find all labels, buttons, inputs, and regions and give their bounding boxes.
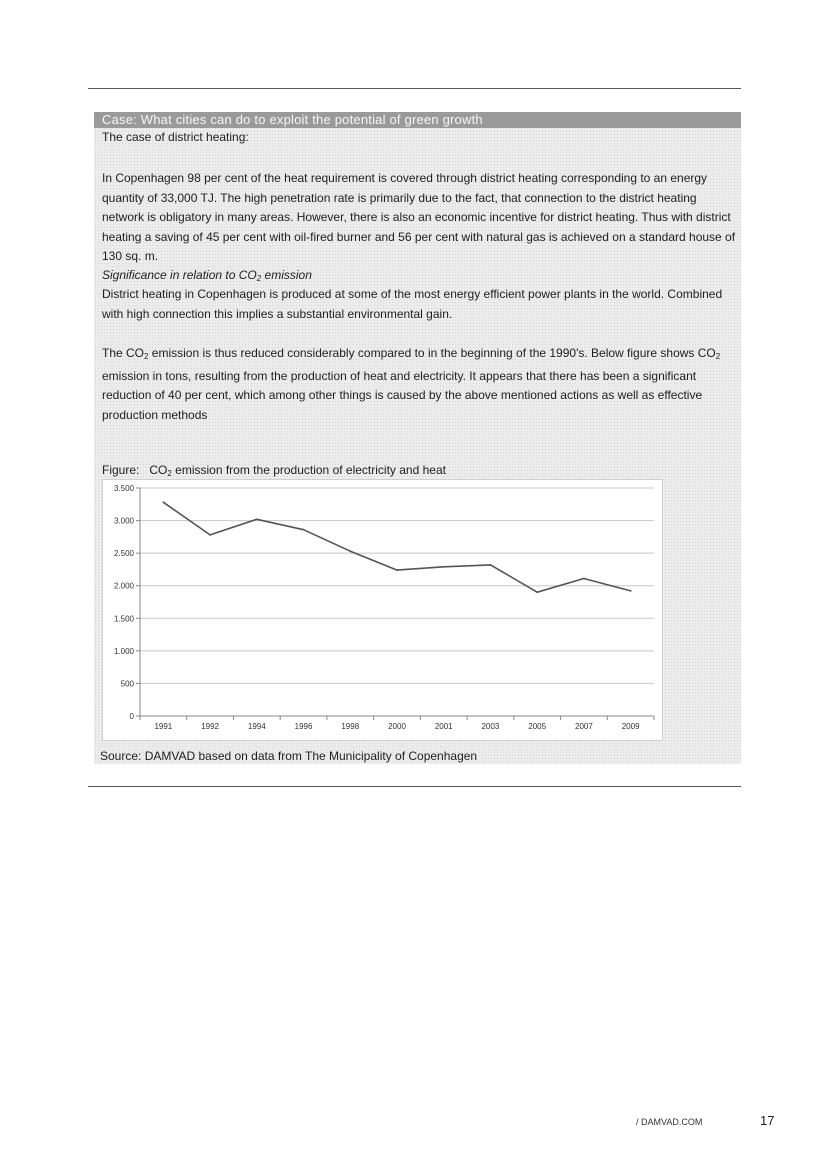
significance-heading: Significance in relation to $CO_2$ emission [102, 268, 312, 283]
x-tick-label: 1996 [294, 722, 313, 731]
y-tick-label: 0 [129, 712, 134, 721]
co2-emission-chart [102, 479, 663, 741]
data-point [443, 566, 445, 568]
x-tick-label: 1998 [341, 722, 360, 731]
data-point [536, 591, 538, 593]
y-tick-label: 500 [120, 679, 134, 689]
data-point [162, 501, 164, 503]
x-tick-label: 2005 [528, 722, 547, 731]
case-box-title: Case: What cities can do to exploit the potential of green growth [94, 112, 741, 128]
y-tick-label: 3.500 [113, 484, 134, 493]
x-tick-label: 2001 [434, 722, 453, 731]
paragraph-power-plants: District heating in Copenhagen is produced at some of the most energy efficient power plants in the world. Combined with high connection this implies a substantial environmental gain. [102, 287, 723, 321]
footer-site: / DAMVAD.COM [636, 1117, 703, 1127]
x-tick-label: 2000 [388, 722, 406, 731]
series-line-0 [163, 502, 630, 592]
y-tick-label: 1.000 [113, 646, 134, 656]
data-point [256, 518, 258, 520]
y-tick-label: 3.000 [113, 516, 134, 526]
top-rule [88, 88, 741, 89]
case-subtitle: The case of district heating: [102, 130, 249, 144]
x-tick-label: 2009 [621, 722, 640, 731]
page-number: 17 [760, 1113, 775, 1128]
case-box [94, 112, 741, 764]
x-tick-label: 2007 [575, 722, 593, 731]
data-point [209, 534, 211, 536]
paragraph-district-heating: In Copenhagen 98 per cent of the heat requirement is covered through district heating corresponding to an energy quantity of 33,000 TJ. The high penetration rate is primarily due to the fact, that connection to the district heating network is obligatory in many areas. However, there is also an economic incentive for district heating. Thus with district heating a saving of 45 per cent with oil-fired burner and 56 per cent with natural gas is achieved on a standard house of 130 sq. m. [102, 171, 736, 263]
y-tick-label: 2.000 [113, 581, 134, 591]
data-point [630, 590, 632, 592]
y-tick-label: 2.500 [113, 549, 134, 559]
x-tick-label: 1991 [154, 722, 173, 731]
paragraph-co2-reduction: The $CO_2$ emission is thus reduced considerably compared to in the beginning of the 1990's. Below figure shows $CO_2$ emission in tons, resulting from the production of heat and electricity. It appears that there has been a significant reduction of 40 per cent, which among other things is caused by the above mentioned actions as well as effective production methods [102, 346, 721, 422]
data-point [396, 569, 398, 571]
data-point [583, 578, 585, 580]
y-tick-label: 1.500 [113, 614, 134, 624]
x-tick-label: 1994 [247, 722, 266, 731]
bottom-rule [88, 786, 741, 787]
x-tick-label: 2003 [481, 722, 500, 731]
data-point [490, 564, 492, 566]
x-tick-label: 1992 [201, 722, 219, 731]
figure-label: Figure: [102, 463, 140, 477]
figure-title: $CO_2$ emission from the production of electricity and heat [149, 463, 446, 478]
chart-svg [103, 480, 662, 740]
data-point [303, 529, 305, 531]
data-point [349, 550, 351, 552]
figure-source: Source: DAMVAD based on data from The Municipality of Copenhagen [100, 749, 478, 763]
